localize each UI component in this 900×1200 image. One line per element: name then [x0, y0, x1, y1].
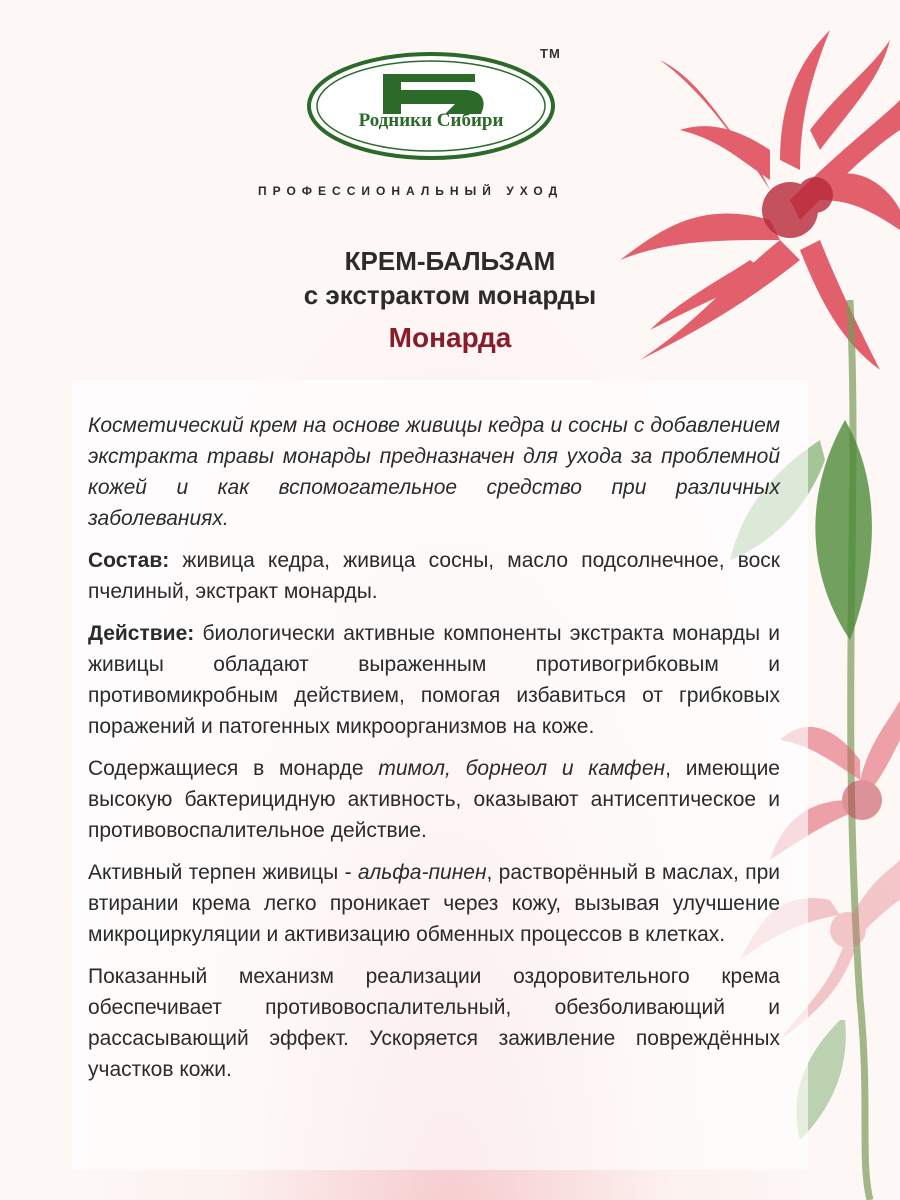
product-title: КРЕМ-БАЛЬЗАМ — [344, 246, 556, 276]
brand-logo — [305, 50, 557, 162]
action-label: Действие: — [88, 622, 195, 645]
terpene-paragraph: Активный терпен живицы - альфа-пинен, растворённый в маслах, при втирании крема легко проникает через кожу, вызывая улучшение микроциркуляции и активизацию обменных процессов в клетках. — [88, 861, 780, 946]
ingredients-paragraph: Содержащиеся в монарде тимол, борнеол и камфен, имеющие высокую бактерицидную активность, оказывают антисептическое и противовоспалительное действие. — [88, 757, 780, 842]
description-body — [88, 410, 780, 1096]
intro-paragraph: Косметический крем на основе живицы кедра и сосны с добавлением экстракта травы монарды предназначен для ухода за проблемной кожей и как вспомогательное средство при различных заболеваниях. — [88, 414, 780, 530]
composition-paragraph — [88, 545, 780, 607]
composition-label: Состав: — [88, 549, 170, 572]
brand-name: Родники Сибири — [358, 110, 504, 131]
product-subtitle: с экстрактом монарды — [303, 280, 597, 310]
trademark-symbol: TM — [540, 46, 561, 61]
terpene-name: альфа-пинен — [357, 861, 487, 884]
action-text: биологически активные компоненты экстракта монарды и живицы обладают выраженным противогрибковым и противомикробным действием, помогая избавиться от грибковых поражений и патогенных микроорганизмов на коже. — [88, 622, 780, 738]
active-compounds: тимол, борнеол и камфен — [378, 757, 666, 780]
action-paragraph — [88, 618, 780, 742]
brand-tagline: ПРОФЕССИОНАЛЬНЫЙ УХОД — [258, 184, 564, 198]
effect-paragraph: Показанный механизм реализации оздоровительного крема обеспечивает противовоспалительный, обезболивающий и рассасывающий эффект. Ускоряется заживление повреждённых участков кожи. — [88, 965, 780, 1081]
product-name: Монарда — [388, 322, 512, 353]
composition-text: живица кедра, живица сосны, масло подсолнечное, воск пчелиный, экстракт монарды. — [88, 549, 780, 603]
